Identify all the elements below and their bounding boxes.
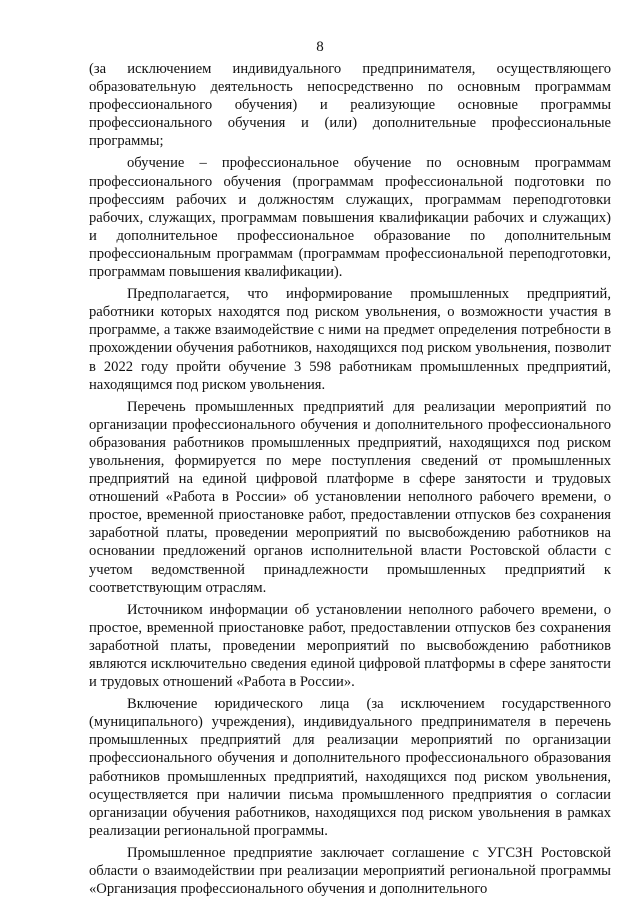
paragraph-information-source: Источником информации об установлении неполного рабочего времени, о простое, временной приостановке работ, предоставлении отпусков без сохранения заработной платы, проведении мероприятий по высвобождению работников являются исключительно сведения единой цифровой платформы в сфере занятости и трудовых отношений «Работа в России». (89, 601, 611, 691)
page-number: 8 (316, 39, 324, 55)
paragraph-continuation: (за исключением индивидуального предпринимателя, осуществляющего образовательную деятельность непосредственно по основным программам профессионального обучения) и реализующие основные программы профессионального обучения и (или) дополнительные профессиональные программы; (89, 61, 611, 150)
document-body (89, 60, 611, 902)
paragraph-informing: Предполагается, что информирование промышленных предприятий, работники которых находятся под риском увольнения, о возможности участия в программе, а также взаимодействие с ними на предмет определения потребности в прохождении обучения работников, находящихся под риском увольнения, позволит в 2022 году пройти обучение 3 598 работникам промышленных предприятий, находящимся под риском увольнения. (89, 286, 611, 393)
paragraph-agreement: Промышленное предприятие заключает соглашение с УГСЗН Ростовской области о взаимодействии при реализации мероприятий региональной программы «Организация профессионального обучения и дополнительного (89, 844, 611, 898)
paragraph-inclusion: Включение юридического лица (за исключением государственного (муниципального) учреждения), индивидуального предпринимателя в перечень промышленных предприятий для реализации мероприятий по организации профессионального обучения и дополнительного профессионального образования работников промышленных предприятий, находящихся под риском увольнения, осуществляется при наличии письма промышленного предприятия о согласии организации обучения работников, находящихся под риском увольнения в рамках реализации региональной программы. (89, 696, 611, 839)
paragraph-enterprise-list: Перечень промышленных предприятий для реализации мероприятий по организации профессионального обучения и дополнительного профессионального образования работников промышленных предприятий, находящихся под риском увольнения, формируется по мере поступления сведений от промышленных предприятий на единой цифровой платформе в сфере занятости и трудовых отношений «Работа в России» об установлении неполного рабочего времени, о простое, временной приостановке работ, предоставлении отпусков без сохранения заработной платы, проведении мероприятий по высвобождению работников на основании предложений органов исполнительной власти Ростовской области с учетом ведомственной принадлежности промышленных предприятий к соответствующим отраслям. (89, 398, 611, 596)
paragraph-definition-training: обучение – профессиональное обучение по основным программам профессионального обучения (программам профессиональной подготовки по профессиям рабочих и должностям служащих, программам переподготовки рабочих, служащих, программам повышения квалификации рабочих и служащих) и дополнительное профессиональное образование по дополнительным профессиональным программам (программам профессиональной переподготовки, программам повышения квалификации). (89, 155, 611, 281)
